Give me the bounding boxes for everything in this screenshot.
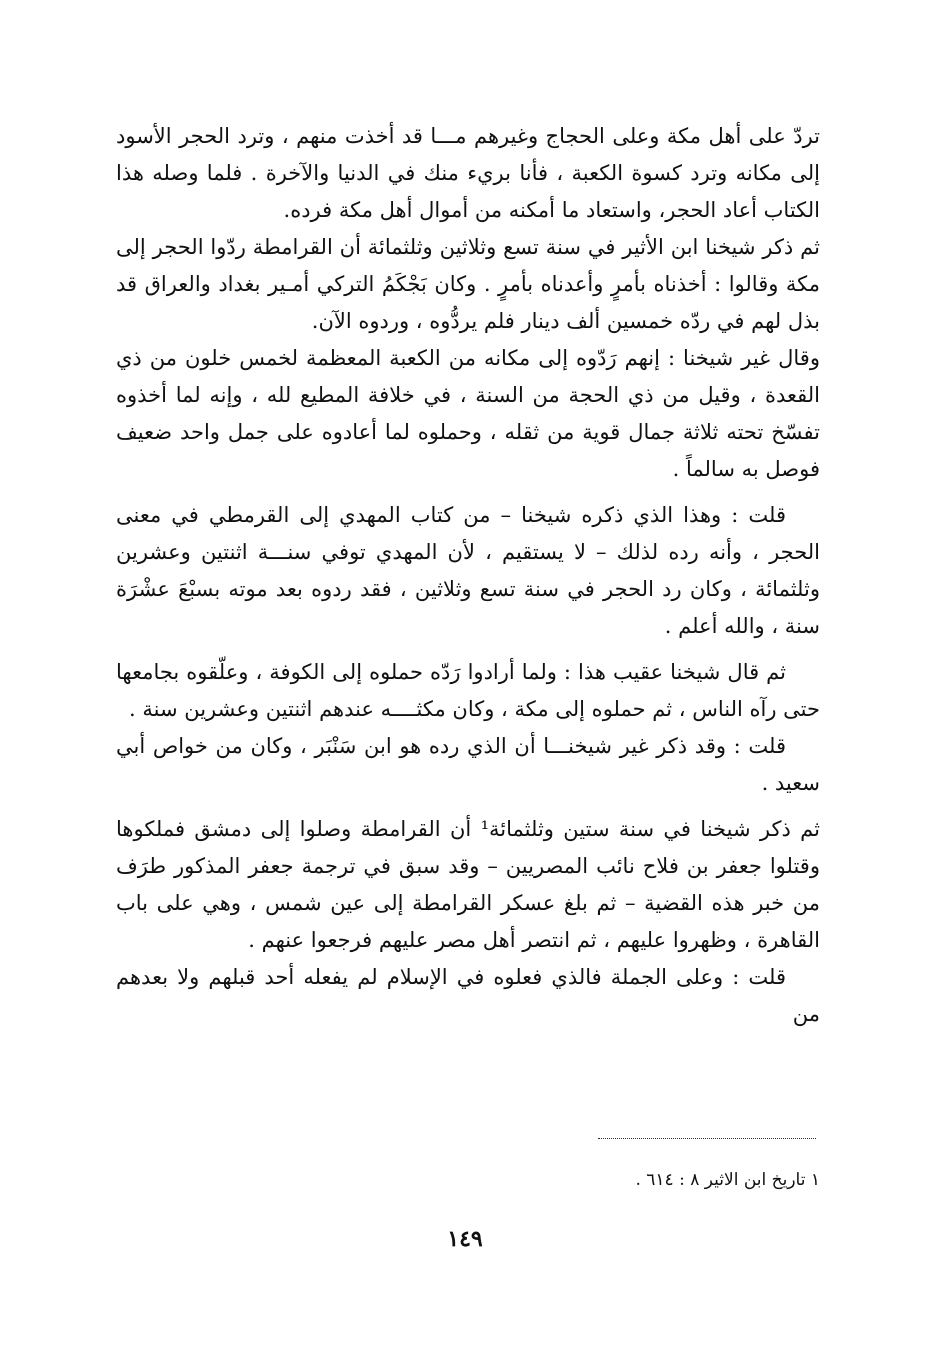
paragraph-3: وقال غير شيخنا : إنهم رَدّوه إلى مكانه من الكعبة المعظمة لخمس خلون من ذي القعدة ، وقيل من ذي الحجة من السنة ، في خلافة المطيع لله ، وإنه لما أخذوه تفسّخ تحته ثلاثة جمال قوية من ثقله ، وحملوه لما أعادوه على جمل واحد ضعيف فوصل به سالماً . <box>116 346 820 481</box>
footnote: ١ تاريخ ابن الاثير ٨ : ٦١٤ . <box>635 1170 820 1190</box>
paragraph-8: قلت : وعلى الجملة فالذي فعلوه في الإسلام لم يفعله أحد قبلهم ولا بعدهم من <box>116 965 820 1026</box>
page-number: ١٤٩ <box>447 1226 483 1252</box>
paragraph-4: قلت : وهذا الذي ذكره شيخنا – من كتاب المهدي إلى القرمطي في معنى الحجر ، وأنه رده لذلك – لا يستقيم ، لأن المهدي توفي سنـــة اثنتين وعشرين وثلثمائة ، وكان رد الحجر في سنة تسع وثلاثين ، فقد ردوه بعد موته بسبْعَ عشْرَة سنة ، والله أعلم . <box>116 503 820 638</box>
footnote-divider <box>598 1138 816 1139</box>
paragraph-2: ثم ذكر شيخنا ابن الأثير في سنة تسع وثلاثين وثلثمائة أن القرامطة ردّوا الحجر إلى مكة وقالوا : أخذناه بأمرٍ وأعدناه بأمرٍ . وكان بَجْكَمُ التركي أمـير بغداد والعراق قد بذل لهم في ردّه خمسين ألف دينار فلم يردُّوه ، وردوه الآن. <box>116 235 820 333</box>
body-text <box>116 118 820 1033</box>
paragraph-7: ثم ذكر شيخنا في سنة ستين وثلثمائة¹ أن القرامطة وصلوا إلى دمشق فملكوها وقتلوا جعفر بن فلاح نائب المصريين – وقد سبق في ترجمة جعفر المذكور طرَف من خبر هذه القضية – ثم بلغ عسكر القرامطة إلى عين شمس ، وهي على باب القاهرة ، وظهروا عليهم ، ثم انتصر أهل مصر عليهم فرجعوا عنهم . <box>116 817 820 952</box>
paragraph-6: قلت : وقد ذكر غير شيخنـــا أن الذي رده هو ابن سَنْبَر ، وكان من خواص أبي سعيد . <box>116 734 820 795</box>
paragraph-1: تردّ على أهل مكة وعلى الحجاج وغيرهم مـــا قد أخذت منهم ، وترد الحجر الأسود إلى مكانه وترد كسوة الكعبة ، فأنا بريء منك في الدنيا والآخرة . فلما وصله هذا الكتاب أعاد الحجر، واستعاد ما أمكنه من أموال أهل مكة فرده. <box>116 124 820 222</box>
paragraph-5: ثم قال شيخنا عقيب هذا : ولما أرادوا رَدّه حملوه إلى الكوفة ، وعلّقوه بجامعها حتى رآه الناس ، ثم حملوه إلى مكة ، وكان مكثــــه عندهم اثنتين وعشرين سنة . <box>116 660 820 721</box>
